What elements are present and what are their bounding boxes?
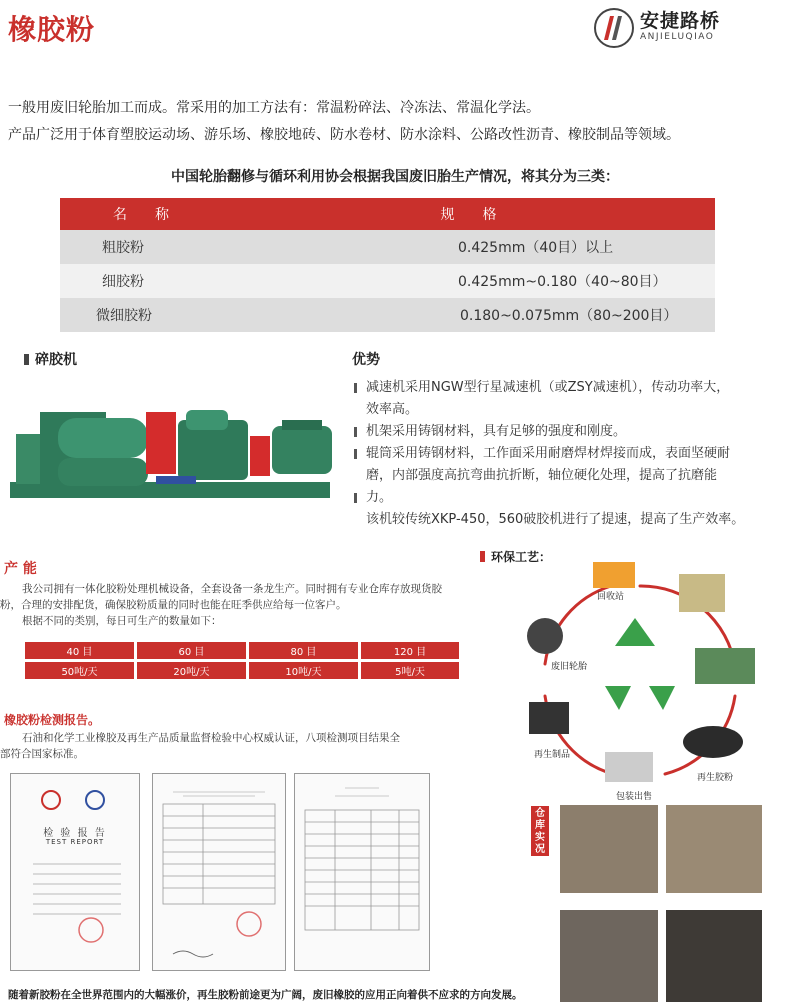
bullet-icon [354,383,357,393]
row-spec: 0.180~0.075mm（80~200目） [222,298,715,332]
step-label: 再生制品 [534,750,571,760]
crusher-icon [679,574,725,612]
row-spec: 0.425mm~0.180（40~80目） [222,264,715,298]
section-marker-icon [24,354,29,365]
step-label: 再生胶粉 [697,773,734,783]
report-form-lines [11,854,139,964]
table-row [25,642,459,659]
production-paragraph-2: 粉，合理的安排配货，确保胶粉质量的同时也能在旺季供应给每一位客户。 [0,599,347,611]
row-name: 粗胶粉 [60,230,222,264]
warehouse-label: 仓库实况 [531,806,549,856]
output-cell: 5吨/天 [361,662,459,679]
step-label: 包装出售 [616,792,653,802]
mesh-cell: 80 目 [249,642,358,659]
logo-text-en: ANJIELUQIAO [640,32,715,42]
output-cell: 50吨/天 [25,662,134,679]
advantage-line: 机架采用铸钢材料，具有足够的强度和刚度。 [366,424,627,439]
report-table-graphic [153,774,285,970]
mesh-cell: 120 目 [361,642,459,659]
mesh-cell: 40 目 [25,642,134,659]
table-row [60,298,715,332]
recycled-product-icon [529,702,569,734]
warehouse-photo-3 [560,910,658,1002]
warehouse-photo-4 [666,910,762,1002]
intro-line-1: 一般用废旧轮胎加工而成。常采用的加工方法有：常温粉碎法、冷冻法、常温化学法。 [8,100,540,116]
col-spec-header: 规 格 [222,198,715,230]
row-name: 微细胶粉 [60,298,222,332]
classification-heading: 中国轮胎翻修与循环利用协会根据我国废旧胎生产情况，将其分为三类： [171,169,619,185]
report-paragraph-1: 石油和化学工业橡胶及再生产品质量监督检验中心权威认证，八项检测项目结果全 [22,732,400,744]
production-paragraph-1: 我公司拥有一体化胶粉处理机械设备，全套设备一条龙生产。同时拥有专业仓库存放现货胶 [22,583,442,595]
footer-text: 随着新胶粉在全世界范围内的大幅涨价，再生胶粉前途更为广阔，废旧橡胶的应用正向着供不应求的方向发展。 [8,989,523,1001]
capacity-table [22,639,462,682]
eco-heading-text: 环保工艺： [491,550,552,564]
company-logo [592,4,742,52]
output-cell: 10吨/天 [249,662,358,679]
page-title: 橡胶粉 [8,13,96,46]
classification-table [60,198,715,332]
bullet-icon [354,449,357,459]
crusher-machine-image [6,392,340,512]
certification-logo-icon [11,782,139,822]
test-report-page-3 [294,773,430,971]
warehouse-photo-1 [560,805,658,893]
advantage-line: 该机较传统XKP-450，560破胶机进行了提速，提高了生产效率。 [366,512,745,527]
table-row [60,264,715,298]
production-paragraph-3: 根据不同的类别，每日可生产的数量如下： [22,615,222,627]
machine-heading-text: 碎胶机 [35,352,77,368]
step-label: 废旧轮胎 [551,662,588,672]
row-name: 细胶粉 [60,264,222,298]
production-heading: 产 能 [4,561,37,577]
table-row [25,662,459,679]
production-line-icon [695,648,755,684]
rubber-powder-icon [683,726,743,758]
col-name-header: 名 称 [60,198,222,230]
logo-text-cn: 安捷路桥 [640,10,721,32]
waste-tire-icon [527,618,563,654]
section-marker-icon [480,551,485,562]
recycle-station-icon [593,562,635,588]
advantage-line: 力。 [366,490,393,505]
report-heading: 橡胶粉检测报告。 [4,713,101,727]
report-results-graphic [295,774,429,970]
output-cell: 20吨/天 [137,662,246,679]
row-spec: 0.425mm（40目）以上 [222,230,715,264]
advantage-line: 磨，内部强度高抗弯曲抗折断，轴位硬化处理，提高了抗磨能 [366,468,718,483]
mesh-cell: 60 目 [137,642,246,659]
machine-heading [24,349,77,369]
test-report-cover [10,773,140,971]
advantage-line: 减速机采用NGW型行星减速机（或ZSY减速机），传动功率大， [366,380,730,395]
intro-line-2: 产品广泛用于体育塑胶运动场、游乐场、橡胶地砖、防水卷材、防水涂料、公路改性沥青、橡胶制品等领域。 [8,127,680,143]
bullet-icon [354,427,357,437]
test-report-page-2 [152,773,286,971]
packaged-bags-icon [605,752,653,782]
eco-cycle-diagram [515,556,765,800]
advantages-heading: 优势 [352,352,380,368]
report-title-en: TEST REPORT [45,838,105,846]
table-row [60,230,715,264]
bullet-icon [354,493,357,503]
report-title-cn: 检 验 报 告 [43,828,107,839]
advantage-line: 辊筒采用铸钢材料，工作面采用耐磨焊材焊接而成，表面坚硬耐 [366,446,731,461]
step-label: 回收站 [597,592,625,602]
warehouse-photo-2 [666,805,762,893]
report-paragraph-2: 部符合国家标准。 [0,748,84,760]
advantage-line: 效率高。 [366,402,419,417]
logo-mark-icon [592,6,636,50]
